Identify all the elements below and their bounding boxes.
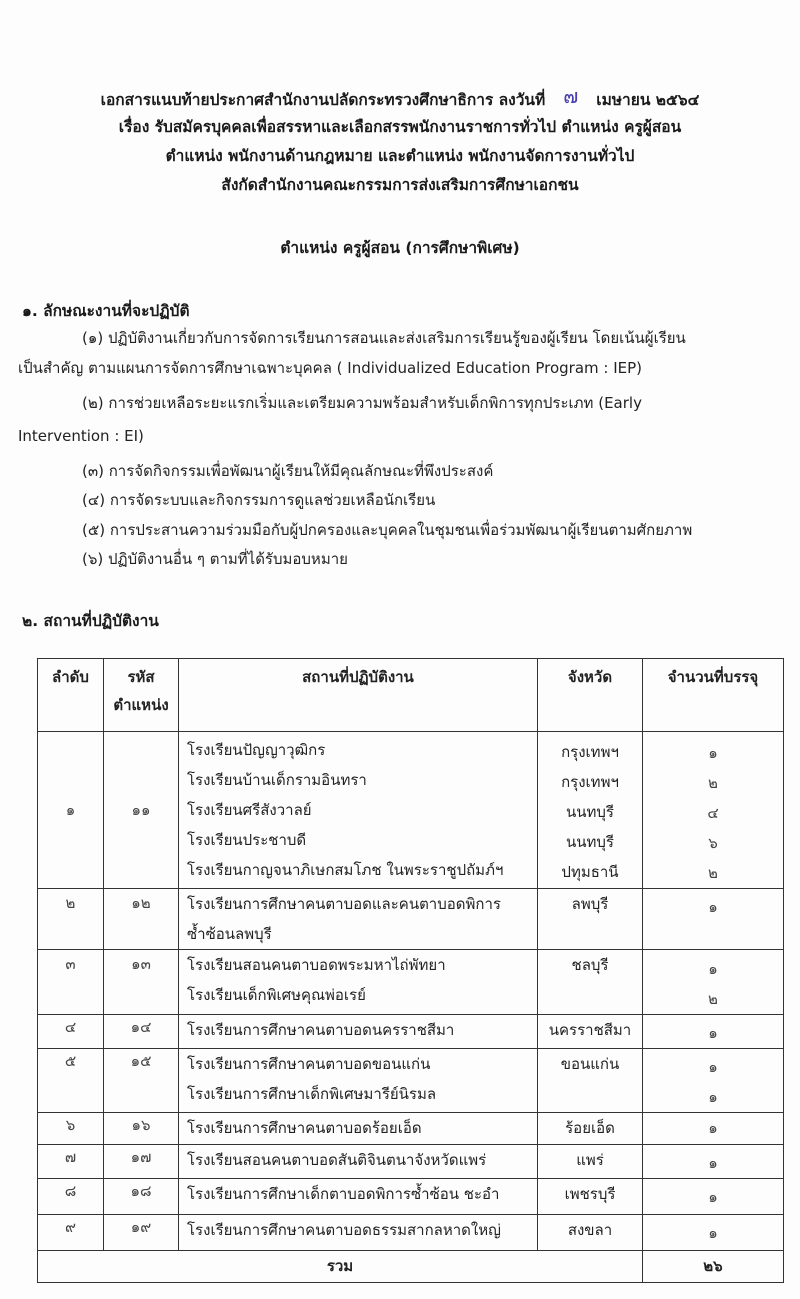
cell-code: ๑๖	[104, 1113, 179, 1145]
table-row	[38, 1145, 784, 1179]
cell-counts	[643, 1215, 784, 1251]
province-name: กรุงเทพฯ	[561, 743, 619, 761]
table-row	[38, 1215, 784, 1251]
duty-item-1-line2: เป็นสำคัญ ตามแผนการจัดการศึกษาเฉพาะบุคคล ( Individualized Education Program : IEP)	[18, 359, 643, 377]
cell-schools	[179, 1179, 538, 1215]
cell-schools	[179, 1049, 538, 1113]
count-value: ๔	[707, 804, 719, 822]
cell-code: ๑๔	[104, 1015, 179, 1049]
cell-code: ๑๘	[104, 1179, 179, 1215]
total-label: รวม	[38, 1251, 643, 1283]
school-name: ซ้ำซ้อนลพบุรี	[187, 925, 272, 943]
cell-code: ๑๙	[104, 1215, 179, 1251]
province-name: ขอนแก่น	[560, 1055, 620, 1073]
duty-item-1-line1: (๑) ปฏิบัติงานเกี่ยวกับการจัดการเรียนการสอนและส่งเสริมการเรียนรู้ของผู้เรียน โดยเน้นผู้เรียน	[82, 329, 686, 347]
cell-provinces	[538, 1215, 643, 1251]
count-value: ๑	[708, 1188, 718, 1206]
cell-provinces	[538, 1145, 643, 1179]
cell-order: ๒	[38, 889, 104, 950]
table-row	[38, 1049, 784, 1113]
total-value: ๒๖	[643, 1251, 784, 1283]
school-name: โรงเรียนบ้านเด็กรามอินทรา	[187, 771, 367, 789]
cell-order: ๘	[38, 1179, 104, 1215]
table-row	[38, 1015, 784, 1049]
province-name: เพชรบุรี	[564, 1185, 616, 1203]
cell-order: ๙	[38, 1215, 104, 1251]
school-name: โรงเรียนสอนคนตาบอดพระมหาไถ่พัทยา	[187, 956, 446, 974]
count-value: ๑	[708, 1058, 718, 1076]
count-value: ๑	[708, 744, 718, 762]
duty-item-5: (๕) การประสานความร่วมมือกับผู้ปกครองและบุคคลในชุมชนเพื่อร่วมพัฒนาผู้เรียนตามศักยภาพ	[82, 521, 693, 539]
document-header-line1	[0, 84, 800, 110]
province-name: ลพบุรี	[571, 895, 609, 913]
document-header-line2: เรื่อง รับสมัครบุคคลเพื่อสรรหาและเลือกสรรพนักงานราชการทั่วไป ตำแหน่ง ครูผู้สอน	[118, 118, 682, 136]
province-name: แพร่	[576, 1151, 604, 1169]
cell-code: ๑๒	[104, 889, 179, 950]
table-total-row	[38, 1251, 784, 1283]
count-value: ๑	[708, 1024, 718, 1042]
table-row	[38, 732, 784, 889]
cell-schools	[179, 950, 538, 1015]
province-name: ร้อยเอ็ด	[565, 1119, 615, 1137]
count-value: ๒	[708, 864, 718, 882]
school-name: โรงเรียนการศึกษาคนตาบอดนครราชสีมา	[187, 1021, 455, 1039]
header-place: สถานที่ปฏิบัติงาน	[179, 659, 538, 732]
table-row	[38, 889, 784, 950]
table-row	[38, 1113, 784, 1145]
header-count: จำนวนที่บรรจุ	[643, 659, 784, 732]
cell-schools	[179, 732, 538, 889]
cell-order: ๔	[38, 1015, 104, 1049]
cell-order: ๗	[38, 1145, 104, 1179]
table-row	[38, 1179, 784, 1215]
duty-item-4: (๔) การจัดระบบและกิจกรรมการดูแลช่วยเหลือนักเรียน	[82, 491, 436, 509]
cell-order: ๓	[38, 950, 104, 1015]
count-value: ๑	[708, 960, 718, 978]
cell-provinces	[538, 1113, 643, 1145]
cell-counts	[643, 1113, 784, 1145]
cell-order: ๕	[38, 1049, 104, 1113]
school-name: โรงเรียนกาญจนาภิเษกสมโภช ในพระราชูปถัมภ์ฯ	[187, 861, 504, 879]
cell-provinces	[538, 1015, 643, 1049]
header-code	[104, 659, 179, 732]
province-name: ชลบุรี	[571, 956, 609, 974]
school-name: โรงเรียนการศึกษาคนตาบอดขอนแก่น	[187, 1055, 431, 1073]
cell-counts	[643, 950, 784, 1015]
count-value: ๒	[708, 774, 718, 792]
duty-item-6: (๖) ปฏิบัติงานอื่น ๆ ตามที่ได้รับมอบหมาย	[82, 550, 348, 568]
cell-provinces	[538, 889, 643, 950]
duty-item-3: (๓) การจัดกิจกรรมเพื่อพัฒนาผู้เรียนให้มีคุณลักษณะที่พึงประสงค์	[82, 462, 494, 480]
header-prefix: เอกสารแนบท้ายประกาศสำนักงานปลัดกระทรวงศึกษาธิการ ลงวันที่	[100, 91, 546, 109]
header-month-year: เมษายน ๒๕๖๔	[596, 91, 700, 109]
cell-schools	[179, 1145, 538, 1179]
count-value: ๒	[708, 990, 718, 1008]
header-code-line2: ตำแหน่ง	[113, 696, 169, 714]
count-value: ๑	[708, 1119, 718, 1137]
school-name: โรงเรียนเด็กพิเศษคุณพ่อเรย์	[187, 986, 366, 1004]
province-name: ปทุมธานี	[561, 863, 619, 881]
cell-counts	[643, 1179, 784, 1215]
cell-code: ๑๓	[104, 950, 179, 1015]
school-name: โรงเรียนการศึกษาคนตาบอดและคนตาบอดพิการ	[187, 895, 501, 913]
school-name: โรงเรียนการศึกษาคนตาบอดร้อยเอ็ด	[187, 1119, 422, 1137]
handwritten-day: ๗	[563, 84, 579, 108]
count-value: ๑	[708, 1224, 718, 1242]
school-name: โรงเรียนการศึกษาเด็กพิเศษมารีย์นิรมล	[187, 1085, 437, 1103]
school-name: โรงเรียนการศึกษาคนตาบอดธรรมสากลหาดใหญ่	[187, 1221, 501, 1239]
cell-code: ๑๗	[104, 1145, 179, 1179]
header-province: จังหวัด	[538, 659, 643, 732]
province-name: สงขลา	[567, 1221, 613, 1239]
header-code-line1: รหัส	[127, 668, 155, 686]
cell-provinces	[538, 732, 643, 889]
section1-title: ๑. ลักษณะงานที่จะปฏิบัติ	[22, 302, 190, 320]
cell-order: ๖	[38, 1113, 104, 1145]
school-name: โรงเรียนสอนคนตาบอดสันติจินตนาจังหวัดแพร่	[187, 1151, 487, 1169]
cell-provinces	[538, 1049, 643, 1113]
cell-schools	[179, 889, 538, 950]
cell-schools	[179, 1215, 538, 1251]
header-order: ลำดับ	[38, 659, 104, 732]
cell-counts	[643, 1015, 784, 1049]
province-name: กรุงเทพฯ	[561, 773, 619, 791]
cell-provinces	[538, 1179, 643, 1215]
table-header-row	[38, 659, 784, 732]
cell-counts	[643, 889, 784, 950]
section2-title: ๒. สถานที่ปฏิบัติงาน	[22, 612, 159, 630]
duty-item-2-line2: Intervention : EI)	[18, 427, 144, 445]
document-header-line3: ตำแหน่ง พนักงานด้านกฎหมาย และตำแหน่ง พนักงานจัดการงานทั่วไป	[165, 147, 635, 165]
school-name: โรงเรียนการศึกษาเด็กตาบอดพิการซ้ำซ้อน ชะอำ	[187, 1185, 500, 1203]
cell-order: ๑	[38, 732, 104, 889]
table-row	[38, 950, 784, 1015]
cell-code: ๑๑	[104, 732, 179, 889]
workplace-table	[37, 658, 784, 1283]
position-title: ตำแหน่ง ครูผู้สอน (การศึกษาพิเศษ)	[280, 239, 520, 257]
school-name: โรงเรียนศรีสังวาลย์	[187, 801, 312, 819]
cell-counts	[643, 1145, 784, 1179]
school-name: โรงเรียนประชาบดี	[187, 831, 307, 849]
cell-counts	[643, 1049, 784, 1113]
province-name: นนทบุรี	[566, 833, 614, 851]
duty-item-2-line1: (๒) การช่วยเหลือระยะแรกเริ่มและเตรียมความพร้อมสำหรับเด็กพิการทุกประเภท (Early	[82, 394, 642, 412]
cell-schools	[179, 1015, 538, 1049]
province-name: นครราชสีมา	[548, 1021, 632, 1039]
count-value: ๖	[708, 834, 718, 852]
province-name: นนทบุรี	[566, 803, 614, 821]
count-value: ๑	[708, 1154, 718, 1172]
count-value: ๑	[708, 1088, 718, 1106]
cell-code: ๑๕	[104, 1049, 179, 1113]
document-header-line4: สังกัดสำนักงานคณะกรรมการส่งเสริมการศึกษาเอกชน	[221, 176, 579, 194]
cell-counts	[643, 732, 784, 889]
count-value: ๑	[708, 898, 718, 916]
cell-provinces	[538, 950, 643, 1015]
school-name: โรงเรียนปัญญาวุฒิกร	[187, 741, 326, 759]
cell-schools	[179, 1113, 538, 1145]
